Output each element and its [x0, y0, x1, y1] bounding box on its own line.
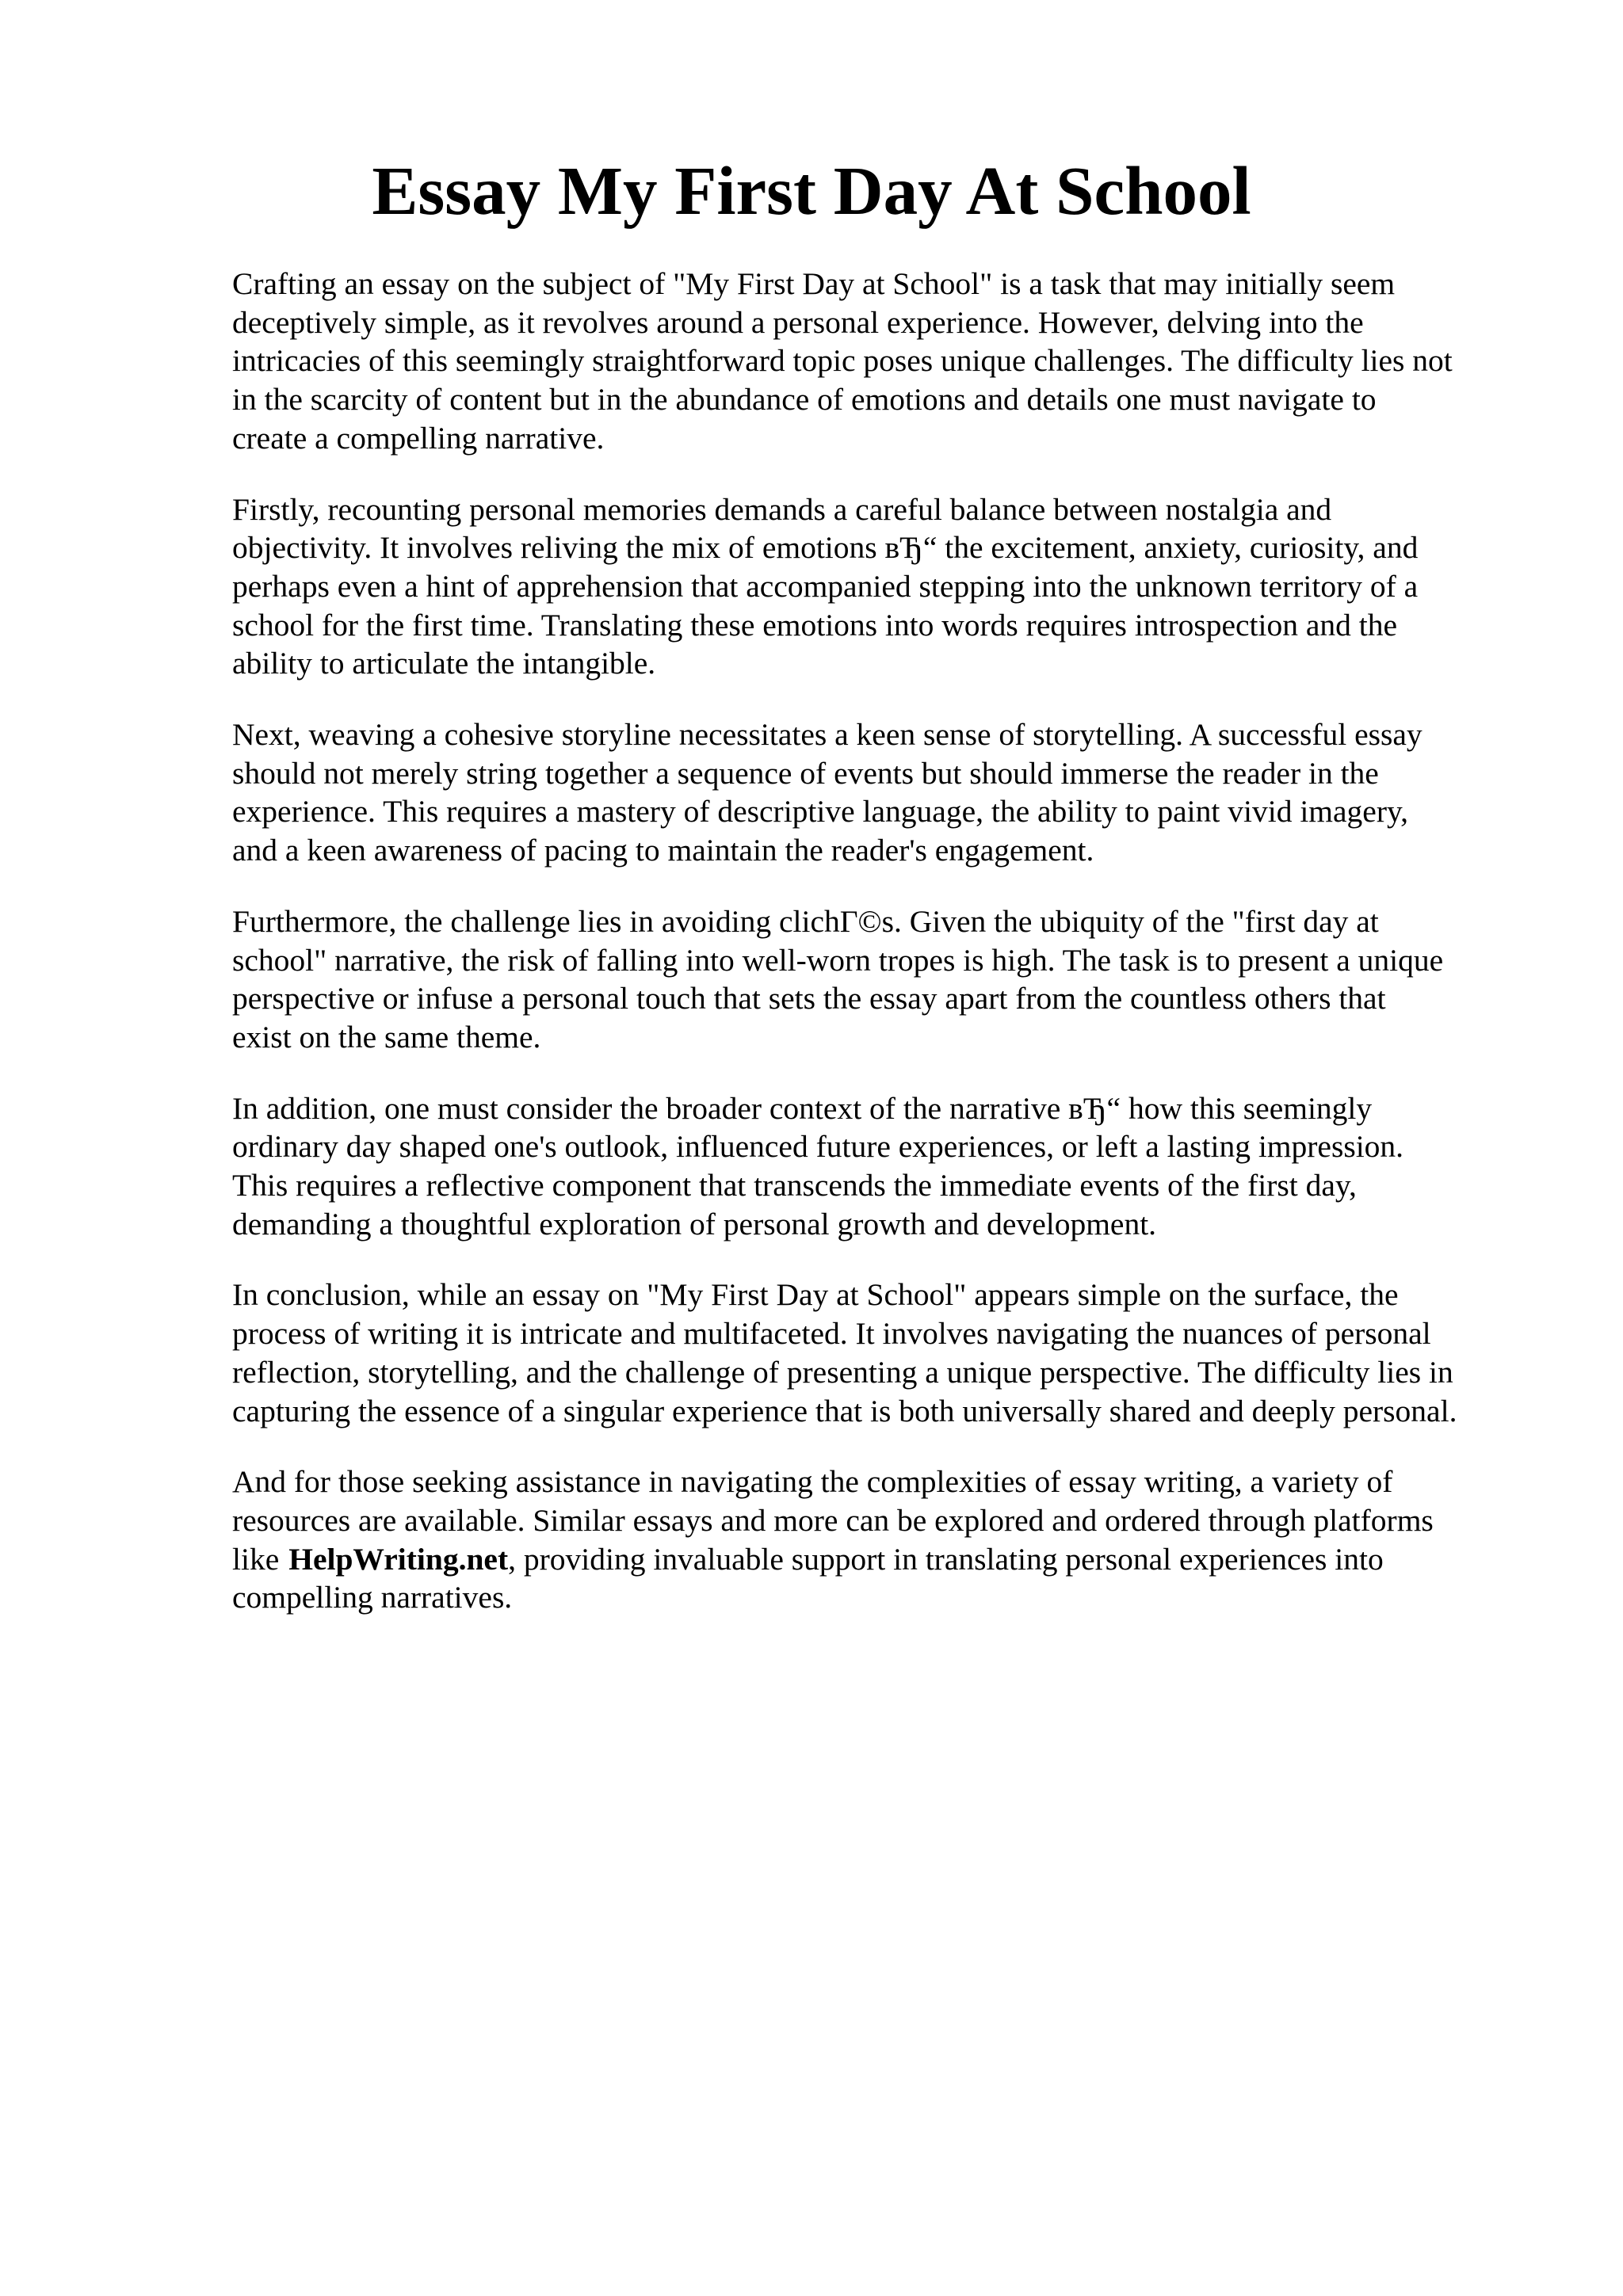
text-line: exist on the same theme.	[232, 1019, 541, 1055]
text-line: intricacies of this seemingly straightforward topic poses unique challenges. The difficulty lies not	[232, 343, 1453, 379]
text-line: capturing the essence of a singular experience that is both universally shared and deeply personal.	[232, 1393, 1457, 1428]
text-line: Furthermore, the challenge lies in avoiding clichГ©s. Given the ubiquity of the "first day at	[232, 903, 1379, 939]
text-line: demanding a thoughtful exploration of personal growth and development.	[232, 1206, 1157, 1241]
text-line: process of writing it is intricate and multifaceted. It involves navigating the nuances of personal	[232, 1316, 1431, 1352]
text-line: experience. This requires a mastery of descriptive language, the ability to paint vivid imagery,	[232, 794, 1409, 830]
helpwriting-brand-link[interactable]: HelpWriting.net	[288, 1541, 509, 1577]
text-line: and a keen awareness of pacing to maintain the reader's engagement.	[232, 833, 1094, 868]
text-line: Firstly, recounting personal memories demands a careful balance between nostalgia and	[232, 491, 1332, 527]
text-line: In conclusion, while an essay on "My First Day at School" appears simple on the surface, the	[232, 1277, 1399, 1313]
text-line: deceptively simple, as it revolves around a personal experience. However, delving into the	[232, 304, 1364, 340]
paragraph-6	[232, 1276, 1532, 1430]
paragraph-2	[232, 490, 1532, 684]
text-line: In addition, one must consider the broader context of the narrative вЂ“ how this seemingly	[232, 1090, 1373, 1126]
text-line: ability to articulate the intangible.	[232, 646, 656, 681]
text-line	[232, 1540, 1532, 1579]
text-line: compelling narratives.	[232, 1580, 513, 1615]
paragraph-1	[232, 265, 1532, 458]
text-line: resources are available. Similar essays and more can be explored and ordered through platforms	[232, 1502, 1434, 1538]
text-line: perspective or infuse a personal touch that sets the essay apart from the countless others that	[232, 981, 1386, 1016]
text-line: Next, weaving a cohesive storyline necessitates a keen sense of storytelling. A successful essay	[232, 717, 1423, 753]
text-line: school" narrative, the risk of falling into well-worn tropes is high. The task is to present a unique	[232, 942, 1444, 978]
like-text: like	[232, 1541, 280, 1577]
text-line: objectivity. It involves reliving the mix of emotions вЂ“ the excitement, anxiety, curiosity, and	[232, 530, 1419, 566]
paragraph-5	[232, 1089, 1532, 1244]
closing-paragraph	[232, 1463, 1532, 1617]
essay-body	[232, 265, 1532, 1650]
text-line: reflection, storytelling, and the challenge of presenting a unique perspective. The difficulty lies in	[232, 1354, 1453, 1390]
closing-line3-suffix: , providing invaluable support in translating personal experiences into	[508, 1541, 1384, 1577]
text-line: create a compelling narrative.	[232, 420, 605, 456]
text-line: And for those seeking assistance in navigating the complexities of essay writing, a variety of	[232, 1464, 1393, 1500]
paragraph-3	[232, 715, 1532, 870]
text-line: Crafting an essay on the subject of "My First Day at School" is a task that may initially seem	[232, 266, 1396, 301]
text-line: This requires a reflective component that transcends the immediate events of the first day,	[232, 1168, 1357, 1203]
text-line: perhaps even a hint of apprehension that accompanied stepping into the unknown territory of a	[232, 568, 1419, 604]
text-line: ordinary day shaped one's outlook, influenced future experiences, or left a lasting impression.	[232, 1129, 1404, 1165]
paragraph-4	[232, 902, 1532, 1057]
page-title: Essay My First Day At School	[372, 152, 1251, 229]
text-line: school for the first time. Translating these emotions into words requires introspection and the	[232, 607, 1398, 643]
text-line: in the scarcity of content but in the abundance of emotions and details one must navigate to	[232, 382, 1377, 418]
text-line: should not merely string together a sequence of events but should immerse the reader in the	[232, 755, 1379, 791]
